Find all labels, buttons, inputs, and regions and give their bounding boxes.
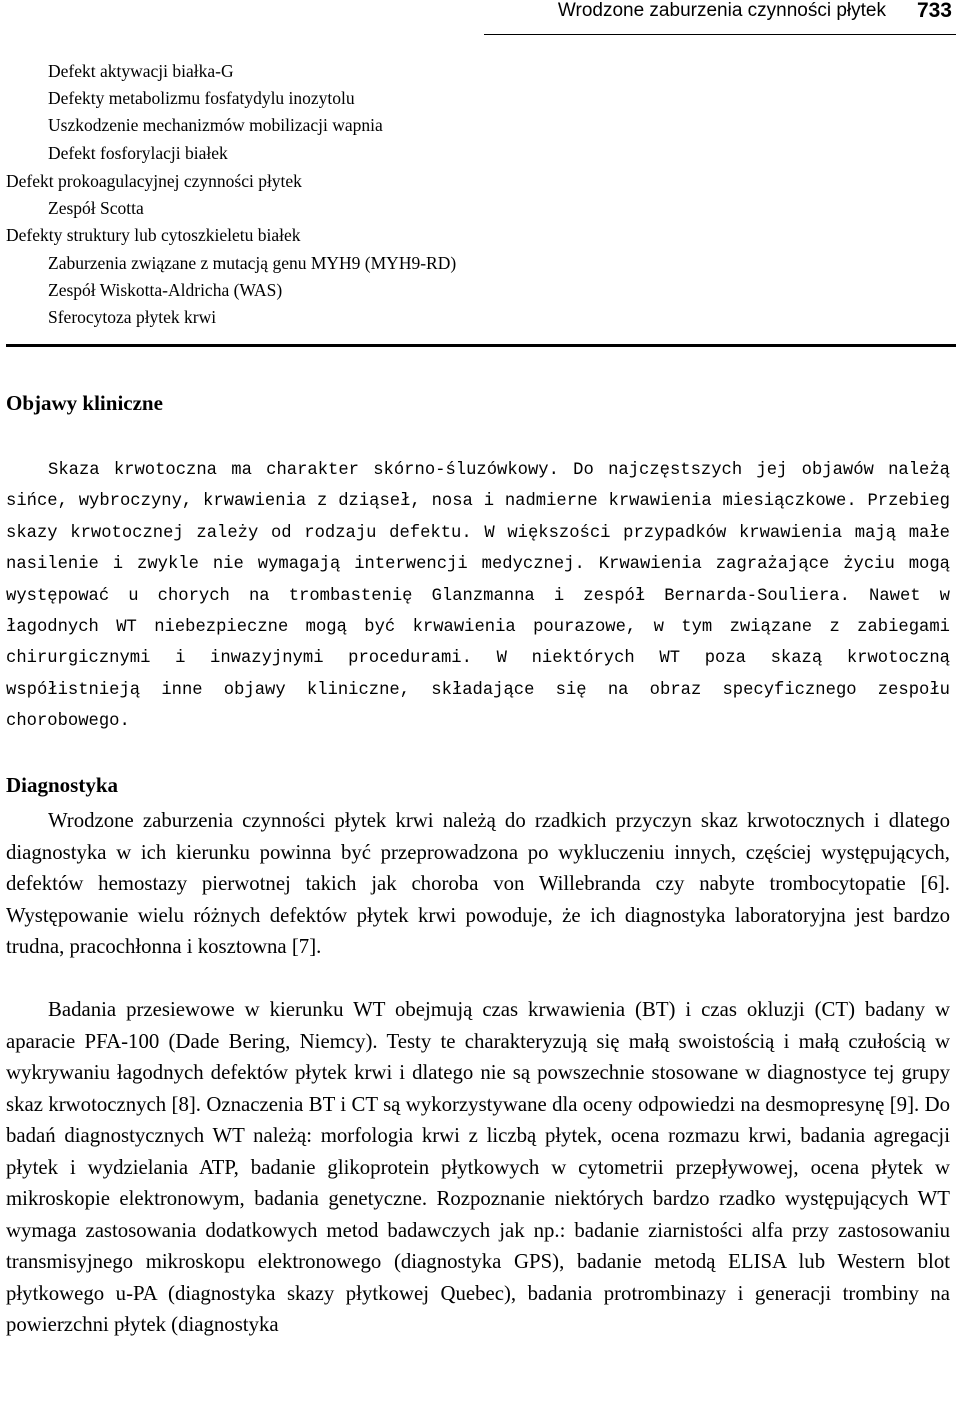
list-item: Defekt aktywacji białka-G [48, 61, 234, 81]
list-item: Zespół Scotta [48, 198, 144, 218]
diagnostics-paragraph-2: Badania przesiewowe w kierunku WT obejmują czas krwawienia (BT) i czas okluzji (CT) badany w aparacie PFA-100 (Dade Bering, Niemcy). Testy te charakteryzują się małą swoistością i małą czułością w wykrywaniu łagodnych defektów płytek krwi i dlatego nie są powszechnie stosowane w diagnostyce tej grupy skaz krwotocznych [8]. Oznaczenia BT i CT są wykorzystywane dla oceny odpowiedzi na desmopresynę [9]. Do badań diagnostycznych WT należą: morfologia krwi z liczbą płytek, ocena rozmazu krwi, badania agregacji płytek i wydzielania ATP, badanie glikoprotein płytkowych w cytometrii przepływowej, ocena płytek w mikroskopie elektronowym, badania genetyczne. Rozpoznanie niektórych bardzo rzadko występujących WT wymaga zastosowania dodatkowych metod badawczych jak np.: badanie ziarnistości alfa przy zastosowaniu transmisyjnego mikroskopu elektronowego (diagnostyka GPS), badanie metodą ELISA lub Western blot płytkowego u-PA (diagnostyka skazy płytkowej Quebec), badania protrombinazy i generacji trombiny na powierzchni płytek (diagnostyka [6, 998, 950, 1336]
list-item: Zespół Wiskotta-Aldricha (WAS) [48, 280, 283, 300]
list-item: Defekty metabolizmu fosfatydylu inozytolu [48, 88, 355, 108]
section-heading-diagnostics: Diagnostyka [6, 773, 119, 797]
header-rule [484, 34, 956, 35]
section-heading-symptoms: Objawy kliniczne [6, 391, 163, 415]
list-item: Defekty struktury lub cytoszkieletu białek [6, 225, 301, 245]
list-item: Uszkodzenie mechanizmów mobilizacji wapnia [48, 115, 383, 135]
list-item: Defekt prokoagulacyjnej czynności płytek [6, 171, 302, 191]
running-title: Wrodzone zaburzenia czynności płytek [557, 0, 886, 21]
diagnostics-paragraph-1: Wrodzone zaburzenia czynności płytek krwi należą do rzadkich przyczyn skaz krwotocznych i dlatego diagnostyka w ich kierunku powinna być przeprowadzona po wykluczeniu innych, częściej występujących, defektów hemostazy pierwotnej takich jak choroba von Willebranda czy nabyte trombocytopatie [6]. Występowanie wielu różnych defektów płytek krwi powoduje, że ich diagnostyka laboratoryjna jest bardzo trudna, pracochłonna i kosztowna [7]. [6, 809, 950, 958]
running-header [0, 0, 956, 26]
list-item: Sferocytoza płytek krwi [48, 307, 217, 327]
list-item: Zaburzenia związane z mutacją genu MYH9 (MYH9-RD) [48, 253, 457, 273]
list-item: Defekt fosforylacji białek [48, 143, 228, 163]
page-number: 733 [916, 0, 952, 22]
section-divider [6, 344, 956, 347]
symptoms-paragraph: Skaza krwotoczna ma charakter skórno-śluzówkowy. Do najczęstszych jej objawów należą sińce, wybroczyny, krwawienia z dziąseł, nosa i nadmierne krwawienia miesiączkowe. Przebieg skazy krwotocznej zależy od rodzaju defektu. W większości przypadków krwawienia mają małe nasilenie i zwykle nie wymagają interwencji medycznej. Krwawienia zagrażające życiu mogą występować u chorych na trombastenię Glanzmanna i zespół Bernarda-Souliera. Nawet w łagodnych WT niebezpieczne mogą być krwawienia pourazowe, w tym związane z zabiegami chirurgicznymi i inwazyjnymi procedurami. W niektórych WT poza skazą krwotoczną współistnieją inne objawy kliniczne, składające się na obraz specyficznego zespołu chorobowego. [6, 461, 950, 732]
